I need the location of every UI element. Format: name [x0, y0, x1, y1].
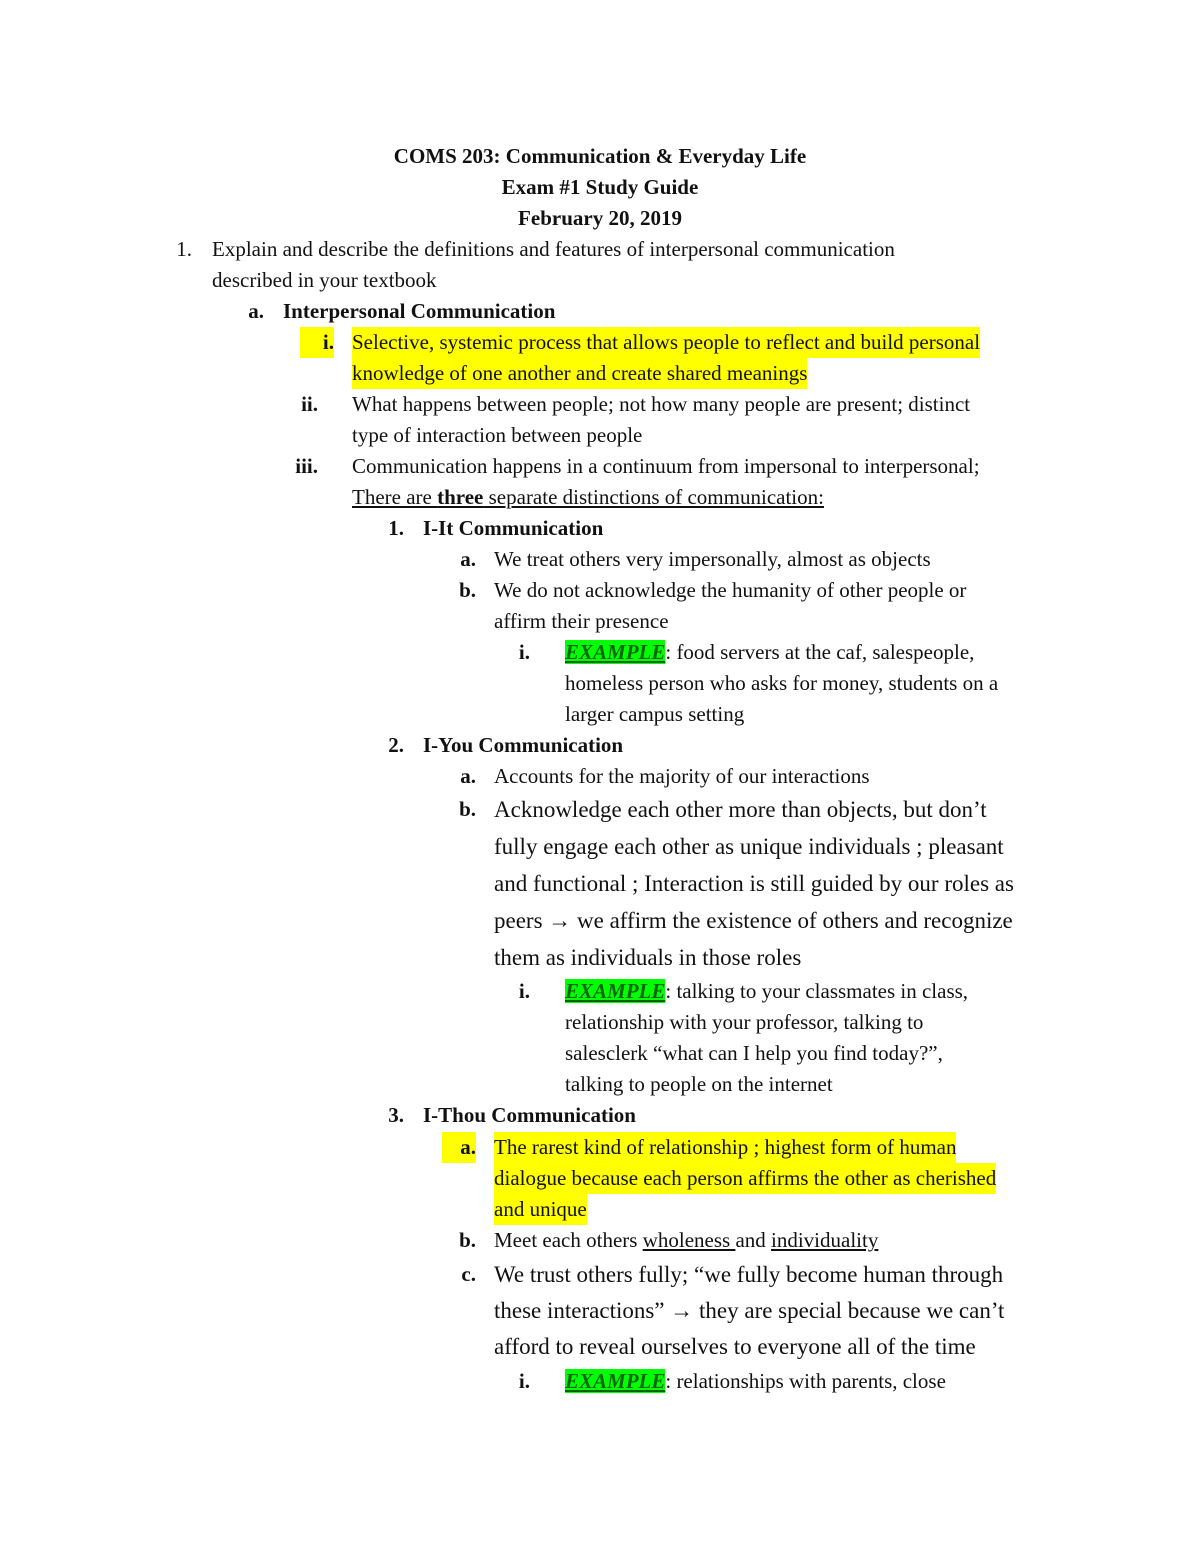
type3-a-mark: a.	[442, 1132, 476, 1163]
q1a-iii-line2-bold: three	[437, 485, 484, 509]
q1-line2: described in your textbook	[212, 268, 437, 292]
type2-b-line3: and functional ; Interaction is still guided by our roles as	[494, 871, 1014, 896]
q1-line1: Explain and describe the definitions and features of interpersonal communication	[212, 237, 895, 261]
type1-b-line2: affirm their presence	[494, 609, 669, 633]
type1-example-line3: larger campus setting	[565, 702, 745, 726]
q1a-mark: a.	[248, 299, 264, 323]
type3-c-line2: these interactions” → they are special because we can’t	[494, 1298, 1005, 1323]
q1a-ii-mark: ii.	[301, 392, 318, 416]
type3-a-line3: and unique	[494, 1194, 587, 1225]
q1a-ii-line2: type of interaction between people	[352, 423, 643, 447]
q1-number: 1.	[176, 237, 192, 261]
type1-example-line2: homeless person who asks for money, students on a	[565, 671, 999, 695]
q1a-ii-line1: What happens between people; not how many people are present; distinct	[352, 392, 971, 416]
type2-example-mark: i.	[518, 979, 530, 1003]
type3-b-mid: and	[735, 1228, 772, 1252]
type2-number: 2.	[388, 733, 404, 757]
type3-number: 3.	[388, 1103, 404, 1127]
example-label: EXAMPLE	[565, 1369, 666, 1393]
q1a-i-mark: i.	[300, 327, 334, 358]
type1-title: I-It Communication	[423, 516, 604, 540]
q1a-iii-mark: iii.	[295, 454, 318, 478]
type1-number: 1.	[388, 516, 404, 540]
q1a-iii-line2-post: separate distinctions of communication:	[483, 485, 824, 509]
type3-a-line2: dialogue because each person affirms the other as cherished	[494, 1163, 996, 1194]
example-label: EXAMPLE	[565, 640, 666, 664]
type2-example-line1	[565, 976, 968, 1007]
q1a-iii-line2	[352, 482, 824, 513]
type1-b-mark: b.	[459, 578, 476, 602]
type2-b-line4: peers → we affirm the existence of others and recognize	[494, 908, 1013, 933]
type3-title: I-Thou Communication	[423, 1103, 636, 1127]
type3-b-individuality: individuality	[771, 1228, 879, 1252]
type2-b-line5: them as individuals in those roles	[494, 945, 802, 970]
type3-example-mark: i.	[518, 1369, 530, 1393]
q1a-i-line2: knowledge of one another and create shared meanings	[352, 358, 807, 389]
type3-c-line1: We trust others fully; “we fully become human through	[494, 1262, 1004, 1287]
type3-b-wholeness: wholeness	[642, 1228, 736, 1252]
type1-example-line1	[565, 637, 974, 668]
type2-example-line2: relationship with your professor, talking to	[565, 1010, 924, 1034]
q1a-i-line1: Selective, systemic process that allows people to reflect and build personal	[352, 327, 980, 358]
q1a-iii-line1: Communication happens in a continuum from impersonal to interpersonal;	[352, 454, 980, 478]
type1-a-mark: a.	[460, 547, 476, 571]
type1-b-line1: We do not acknowledge the humanity of other people or	[494, 578, 967, 602]
type2-example-line4: talking to people on the internet	[565, 1072, 833, 1096]
type2-a-text: Accounts for the majority of our interactions	[494, 764, 870, 788]
type1-example-text: : food servers at the caf, salespeople,	[665, 640, 975, 664]
q1a-title: Interpersonal Communication	[283, 299, 556, 323]
type2-a-mark: a.	[460, 764, 476, 788]
type2-b-mark: b.	[459, 797, 476, 821]
course-title: COMS 203: Communication & Everyday Life	[393, 144, 807, 168]
type3-b-mark: b.	[459, 1228, 476, 1252]
type1-example-mark: i.	[518, 640, 530, 664]
example-label: EXAMPLE	[565, 979, 666, 1003]
type3-example-line1	[565, 1366, 946, 1397]
exam-title: Exam #1 Study Guide	[501, 175, 699, 199]
type1-a-text: We treat others very impersonally, almost as objects	[494, 547, 931, 571]
type2-title: I-You Communication	[423, 733, 624, 757]
type2-b-line1: Acknowledge each other more than objects, but don’t	[494, 797, 987, 822]
q1a-iii-line2-pre: There are	[352, 485, 438, 509]
type3-c-line3: afford to reveal ourselves to everyone all of the time	[494, 1334, 976, 1359]
type3-b-pre: Meet each others	[494, 1228, 643, 1252]
type3-c-mark: c.	[461, 1262, 476, 1286]
type2-example-line3: salesclerk “what can I help you find today?”,	[565, 1041, 943, 1065]
exam-date: February 20, 2019	[518, 206, 682, 230]
type3-b-text	[494, 1225, 878, 1256]
type2-b-line2: fully engage each other as unique individuals ; pleasant	[494, 834, 1004, 859]
type3-example-text: : relationships with parents, close	[665, 1369, 946, 1393]
type2-example-text: : talking to your classmates in class,	[665, 979, 969, 1003]
type3-a-line1: The rarest kind of relationship ; highest form of human	[494, 1132, 956, 1163]
